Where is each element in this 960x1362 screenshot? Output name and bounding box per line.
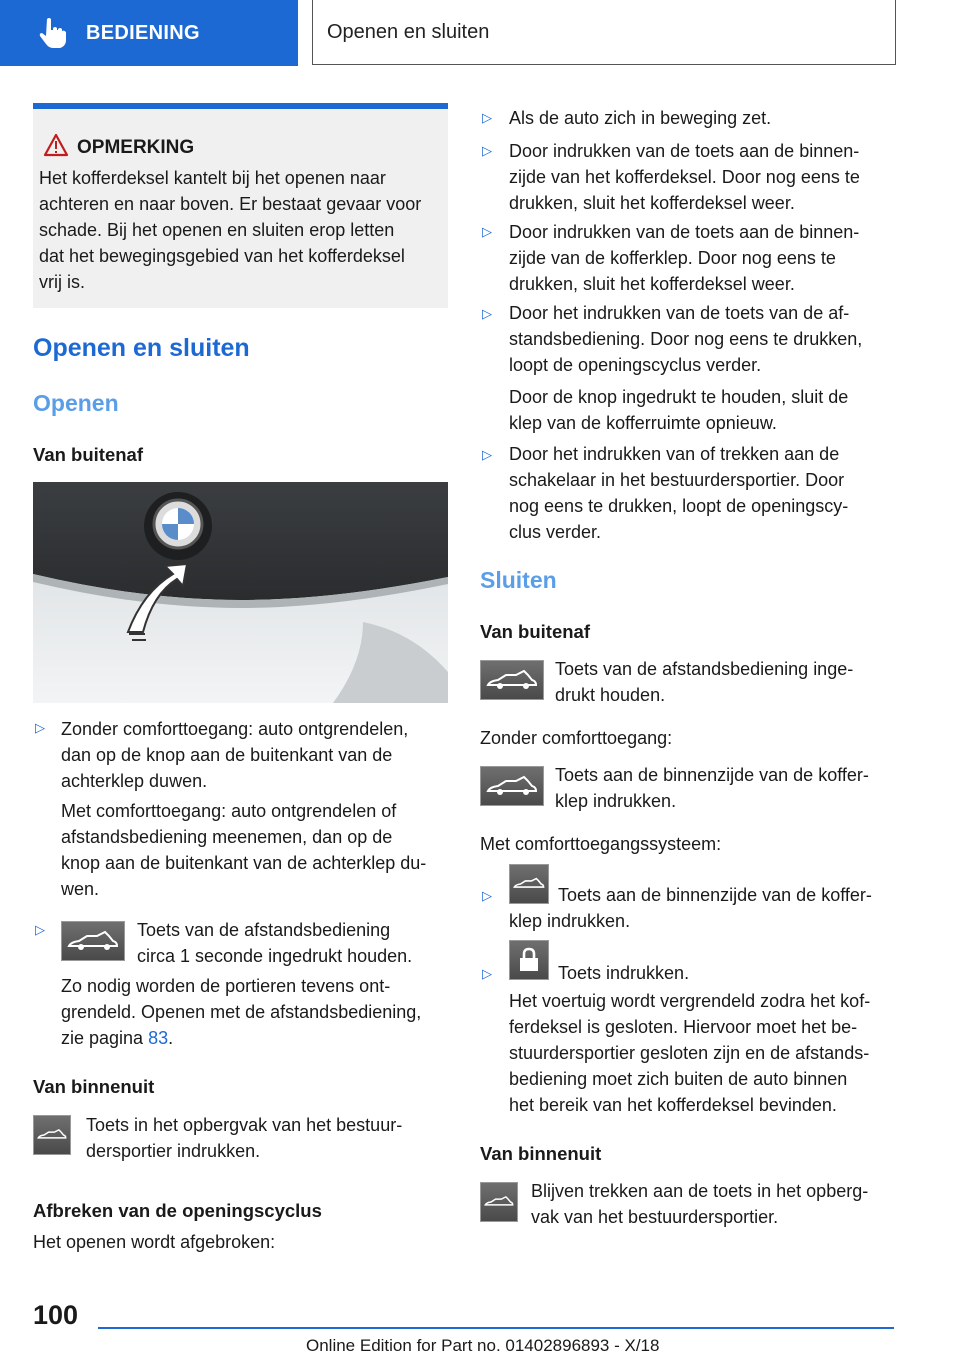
hand-pointer-icon: [36, 16, 70, 50]
page-ref-link[interactable]: 83: [148, 1028, 169, 1048]
trunk-remote-button-icon: [61, 921, 125, 961]
bullet-inside-lid: Door indrukken van de toets aan de binnen- zijde van het kofferdeksel. Door nog eens te drukken, sluit het kofferdeksel weer.: [509, 141, 860, 213]
chapter-title: Openen en sluiten: [327, 20, 490, 43]
warning-icon: [43, 133, 69, 162]
bullet-triangle-icon: ▷: [35, 720, 45, 735]
bullet-triangle-icon: ▷: [35, 922, 45, 937]
subheading-sluiten: Sluiten: [480, 567, 557, 593]
inside-text: Toets in het opbergvak van het bestuur- dersportier indrukken.: [86, 1115, 403, 1161]
bullet-triangle-icon: ▷: [482, 110, 492, 125]
footer-divider: [98, 1327, 894, 1329]
note-text: Het kofferdeksel kantelt bij het openen naar achteren en naar boven. Er bestaat gevaar voor schade. Bij het openen en sluiten erop letten dat het bewegingsgebied van het kofferdeksel vrij is.: [39, 168, 422, 292]
with-comfort-b1-a: Toets aan de binnenzijde van de koffer-: [558, 885, 872, 905]
bullet-triangle-icon: ▷: [482, 143, 492, 158]
lid-inside-button-icon: [480, 766, 544, 806]
edition-text: Online Edition for Part no. 01402896893 - X/18: [306, 1336, 660, 1355]
bullet-no-comfort: Zonder comforttoegang: auto ontgrendelen, dan op de knop aan de buitenkant van de achterklep duwen.: [61, 719, 409, 791]
bullet-inside-flap: Door indrukken van de toets aan de binnen- zijde van de kofferklep. Door nog eens te drukken, sluit het kofferdeksel weer.: [509, 222, 860, 294]
section-title: BEDIENING: [86, 21, 200, 44]
lid-button-small-icon: [509, 864, 549, 904]
trunk-button-photo: [33, 482, 448, 703]
bullet-remote-cont: Zo nodig worden de portieren tevens ont- grendeld. Openen met de afstandsbediening, zie pagina 83.: [61, 976, 422, 1048]
with-comfort-b2: Toets indrukken.: [558, 963, 690, 983]
subheading-openen: Openen: [33, 390, 119, 416]
with-comfort-b1-b: klep indrukken.: [509, 911, 631, 931]
close-outside-text: Toets van de afstandsbediening inge- drukt houden.: [555, 659, 854, 705]
bullet-door-switch: Door het indrukken van of trekken aan de schakelaar in het bestuurdersportier. Door nog eens te drukken, loopt de openingscy- clus verder.: [509, 444, 849, 542]
heading-van-binnenuit-close: Van binnenuit: [480, 1143, 602, 1164]
inside-close-text: Blijven trekken aan de toets in het opberg- vak van het bestuurdersportier.: [531, 1181, 869, 1227]
no-comfort-text: Toets aan de binnenzijde van de koffer- klep indrukken.: [555, 765, 869, 811]
inside-button-icon: [33, 1115, 71, 1155]
bullet-triangle-icon: ▷: [482, 966, 492, 981]
with-comfort-b2-cont: Het voertuig wordt vergrendeld zodra het kof- ferdeksel is gesloten. Hiervoor moet het be- stuurdersportier gesloten zijn en de afstands- bediening moet zich buiten de auto binnen het bereik van het kofferdeksel bevinden.: [509, 991, 871, 1115]
lock-icon: [509, 940, 549, 980]
bullet-triangle-icon: ▷: [482, 888, 492, 903]
bullet-triangle-icon: ▷: [482, 306, 492, 321]
with-comfort-label: Met comforttoegangssysteem:: [480, 834, 722, 854]
bullet-triangle-icon: ▷: [482, 447, 492, 462]
section-tab: [0, 0, 298, 66]
heading-van-buitenaf: Van buitenaf: [33, 444, 143, 465]
bullet-remote-cont: Door de knop ingedrukt te houden, sluit de klep van de kofferruimte opnieuw.: [509, 387, 849, 433]
bullet-comfort-text: Met comforttoegang: auto ontgrendelen of afstandsbediening meenemen, dan op de knop aan de buitenkant van de achterklep du- wen.: [61, 801, 427, 899]
bullet-triangle-icon: ▷: [482, 224, 492, 239]
abort-text: Het openen wordt afgebroken:: [33, 1232, 276, 1252]
inside-close-button-icon: [480, 1182, 518, 1222]
heading-van-buitenaf-close: Van buitenaf: [480, 621, 590, 642]
note-box: [33, 103, 448, 308]
bullet-remote: Door het indrukken van de toets van de af- standsbediening. Door nog eens te drukken, loopt de openingscyclus verder.: [509, 303, 863, 375]
bullet-remote-text: Toets van de afstandsbediening circa 1 seconde ingedrukt houden.: [137, 920, 413, 966]
chapter-header: [312, 0, 896, 65]
no-comfort-label: Zonder comforttoegang:: [480, 728, 673, 748]
bullet-moving: Als de auto zich in beweging zet.: [509, 108, 772, 128]
page-number: 100: [33, 1300, 79, 1330]
heading-van-binnenuit: Van binnenuit: [33, 1076, 155, 1097]
remote-hold-button-icon: [480, 660, 544, 700]
note-title: OPMERKING: [77, 137, 195, 158]
heading-abort: Afbreken van de openingscyclus: [33, 1200, 322, 1221]
section-heading: Openen en sluiten: [33, 334, 250, 362]
